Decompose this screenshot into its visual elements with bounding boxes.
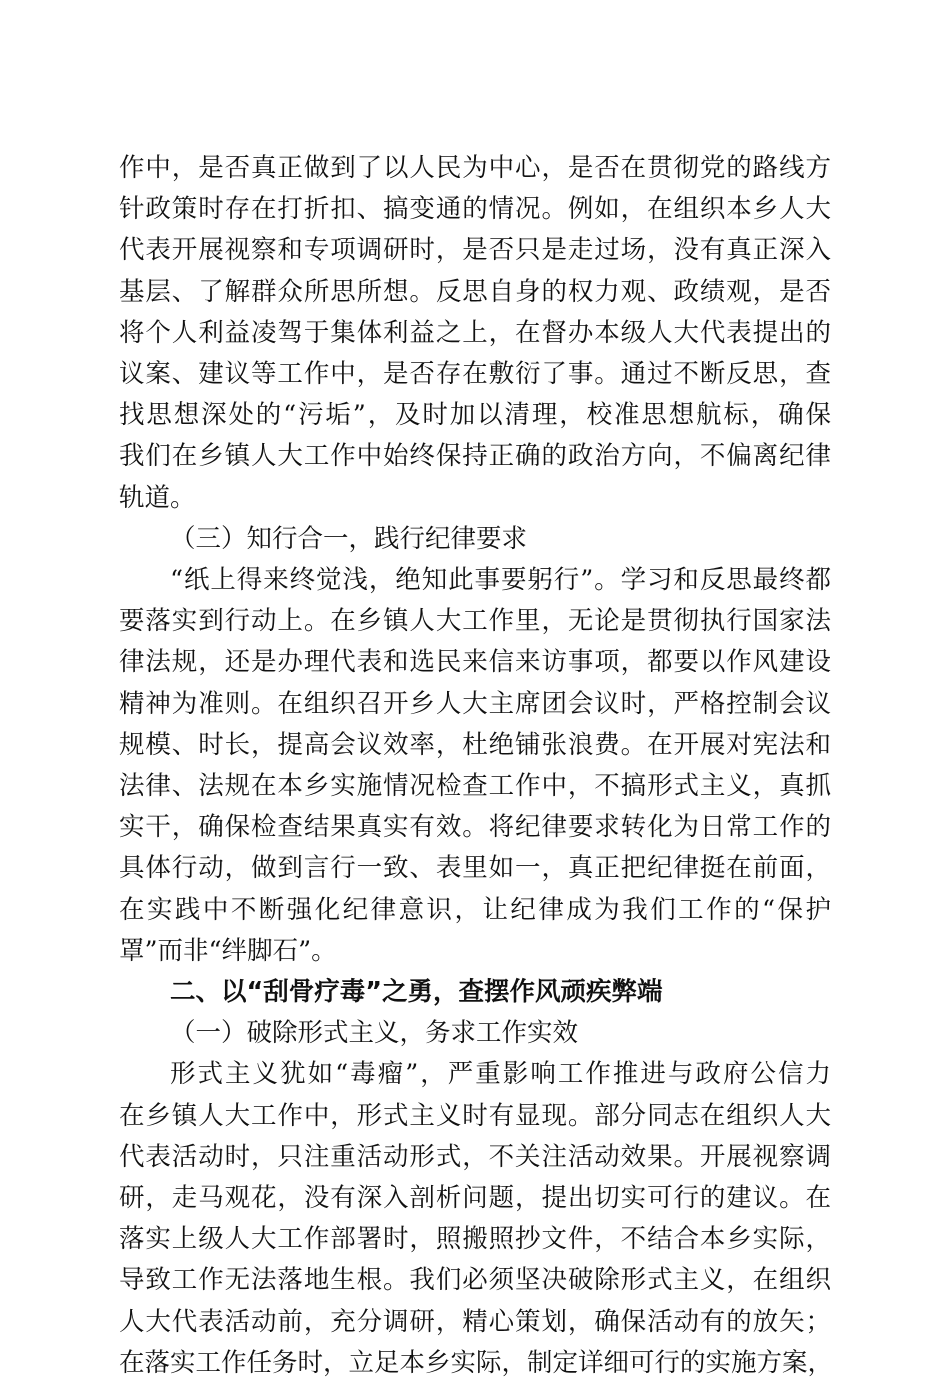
text-line: 作中，是否真正做到了以人民为中心，是否在贯彻党的路线方 [119, 153, 831, 183]
text-line: 在实践中不断强化纪律意识，让纪律成为我们工作的“保护 [119, 894, 831, 925]
text-line: 具体行动，做到言行一致、表里如一，真正把纪律挺在前面， [119, 853, 831, 884]
subheading-one: （一）破除形式主义，务求工作实效 [170, 1018, 579, 1049]
text-line: 代表开展视察和专项调研时，是否只是走过场，没有真正深入 [119, 235, 831, 266]
subheading-three: （三）知行合一，践行纪律要求 [170, 523, 528, 554]
section-heading-two: 二、以“刮骨疗毒”之勇，查摆作风顽疾弊端 [170, 977, 663, 1008]
text-line: “纸上得来终觉浅，绝知此事要躬行”。学习和反思最终都 [170, 565, 831, 596]
text-line: 法律、法规在本乡实施情况检查工作中，不搞形式主义，真抓 [119, 771, 831, 802]
text-line: 律法规，还是办理代表和选民来信来访事项，都要以作风建设 [119, 647, 831, 678]
paragraph-reflection-continued [119, 148, 831, 519]
text-line: 将个人利益凌驾于集体利益之上，在督办本级人大代表提出的 [119, 317, 831, 348]
text-line: 在乡镇人大工作中，形式主义时有显现。部分同志在组织人大 [119, 1100, 831, 1131]
text-line: 规模、时长，提高会议效率，杜绝铺张浪费。在开展对宪法和 [119, 729, 831, 760]
paragraph-formalism [119, 1054, 834, 1384]
text-line: 形式主义犹如“毒瘤”，严重影响工作推进与政府公信力 [170, 1059, 831, 1090]
text-line: 精神为准则。在组织召开乡人大主席团会议时，严格控制会议 [119, 688, 831, 719]
document-page [119, 148, 834, 1384]
text-line: 议案、建议等工作中，是否存在敷衍了事。通过不断反思，查 [119, 359, 831, 390]
text-line: 基层、了解群众所思所想。反思自身的权力观、政绩观，是否 [119, 276, 831, 307]
text-line: 实干，确保检查结果真实有效。将纪律要求转化为日常工作的 [119, 812, 831, 843]
text-line: 要落实到行动上。在乡镇人大工作里，无论是贯彻执行国家法 [119, 606, 831, 637]
text-line: 罩”而非“绊脚石”。 [119, 935, 337, 966]
text-line: 代表活动时，只注重活动形式，不关注活动效果。开展视察调 [119, 1141, 831, 1172]
text-line: 我们在乡镇人大工作中始终保持正确的政治方向，不偏离纪律 [119, 441, 831, 472]
text-line: 轨道。 [119, 482, 196, 513]
text-line: 人大代表活动前，充分调研，精心策划，确保活动有的放矢； [119, 1306, 831, 1337]
text-line: 落实上级人大工作部署时，照搬照抄文件，不结合本乡实际， [119, 1224, 831, 1255]
text-line: 找思想深处的“污垢”，及时加以清理，校准思想航标，确保 [119, 400, 831, 431]
paragraph-practice [119, 560, 831, 972]
text-line: 针政策时存在打折扣、搞变通的情况。例如，在组织本乡人大 [119, 194, 831, 225]
text-line: 在落实工作任务时，立足本乡实际，制定详细可行的实施方案， [119, 1347, 834, 1378]
text-line: 导致工作无法落地生根。我们必须坚决破除形式主义，在组织 [119, 1265, 831, 1296]
text-line: 研，走马观花，没有深入剖析问题，提出切实可行的建议。在 [119, 1183, 831, 1214]
